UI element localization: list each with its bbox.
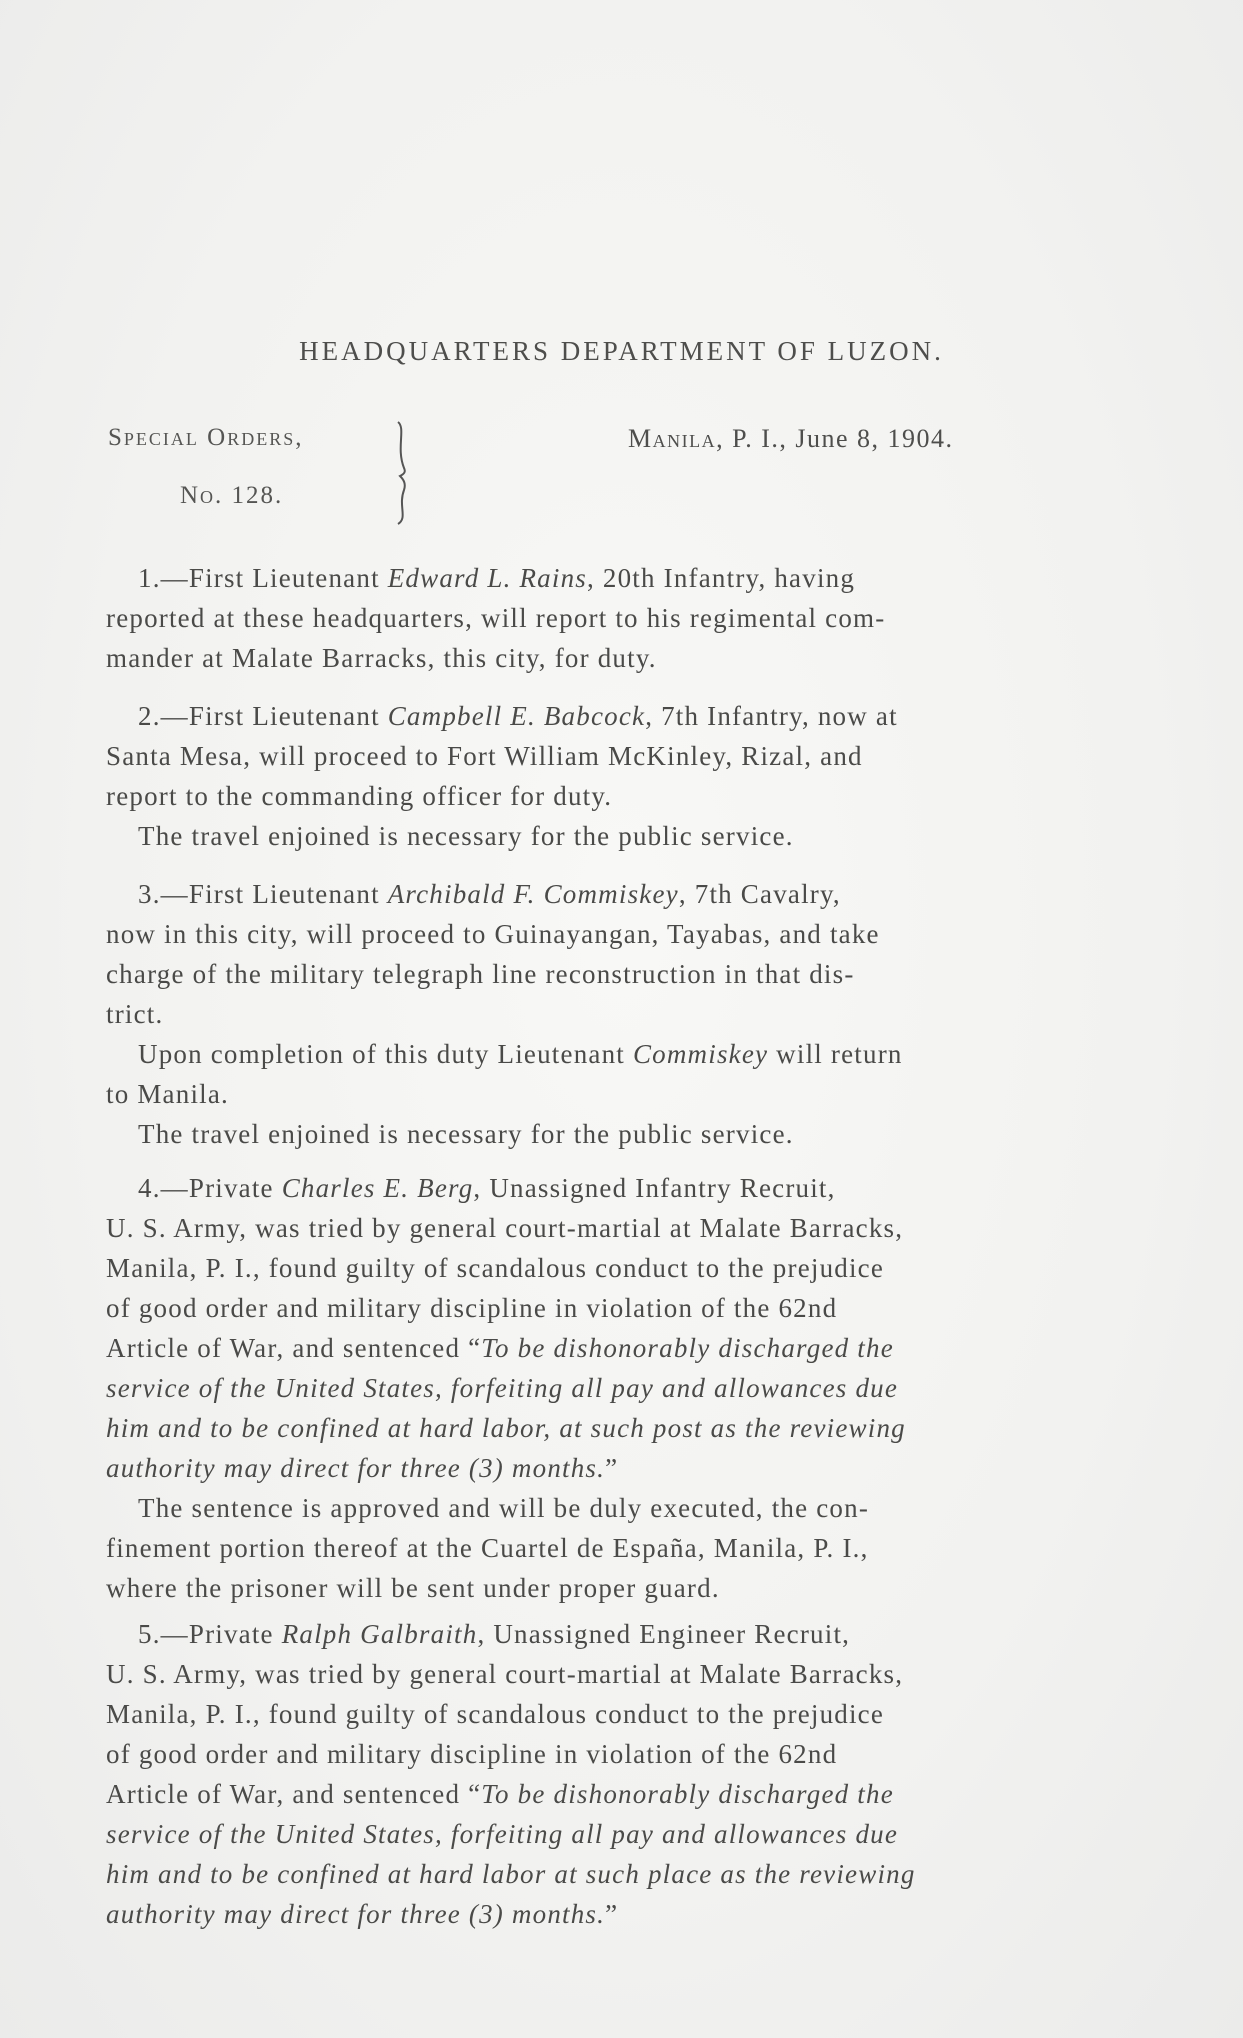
paragraph-line: Article of War, and sentenced “To be dishonorably discharged the [106, 1333, 894, 1363]
order-paragraph-5 [106, 1614, 1126, 1934]
paragraph-line: now in this city, will proceed to Guinayangan, Tayabas, and take [106, 919, 880, 949]
italic-text: To be dishonorably discharged the [481, 1779, 894, 1809]
italic-text: Edward L. Rains [387, 563, 587, 593]
paragraph-line [106, 1814, 1126, 1854]
paragraph-line: trict. [106, 999, 164, 1029]
paragraph-line: authority may direct for three (3) months.” [106, 1899, 619, 1929]
order-paragraph-3 [106, 874, 1126, 1154]
paragraph-line: where the prisoner will be sent under proper guard. [106, 1573, 720, 1603]
italic-text: Ralph Galbraith [281, 1619, 478, 1649]
paragraph-line: report to the commanding officer for duty. [106, 781, 613, 811]
paragraph-line: mander at Malate Barracks, this city, for duty. [106, 643, 657, 673]
paragraph-line: finement portion thereof at the Cuartel de España, Manila, P. I., [106, 1533, 869, 1563]
paragraph-line: authority may direct for three (3) months.” [106, 1453, 619, 1483]
paragraph-line: 3.—First Lieutenant Archibald F. Commiskey, 7th Cavalry, [138, 879, 841, 909]
orders-number: No. 128. [180, 482, 284, 509]
paragraph-line: Upon completion of this duty Lieutenant Commiskey will return [138, 1039, 903, 1069]
italic-text: authority may direct for three (3) months. [106, 1899, 606, 1929]
paragraph-line: Santa Mesa, will proceed to Fort William McKinley, Rizal, and [106, 741, 863, 771]
italic-text: service of the United States, forfeiting all pay and allowances due [106, 1373, 899, 1403]
special-orders-label: Special Orders, [108, 424, 304, 451]
paragraph-line: The travel enjoined is necessary for the public service. [138, 821, 794, 851]
order-paragraph-4 [106, 1168, 1126, 1608]
italic-text: Archibald F. Commiskey [387, 879, 679, 909]
italic-text: Charles E. Berg [281, 1173, 474, 1203]
paragraph-line: 1.—First Lieutenant Edward L. Rains, 20th Infantry, having [138, 563, 856, 593]
paragraph-line: of good order and military discipline in violation of the 62nd [106, 1293, 838, 1323]
paragraph-line: Article of War, and sentenced “To be dishonorably discharged the [106, 1779, 894, 1809]
place-name: Manila [628, 424, 717, 453]
italic-text: him and to be confined at hard labor, at such post as the reviewing [106, 1413, 906, 1443]
paragraph-line: 4.—Private Charles E. Berg, Unassigned Infantry Recruit, [138, 1173, 836, 1203]
italic-text: him and to be confined at hard labor at such place as the reviewing [106, 1859, 916, 1889]
italic-text: Campbell E. Babcock [387, 701, 646, 731]
paragraph-line: U. S. Army, was tried by general court-martial at Malate Barracks, [106, 1659, 904, 1689]
order-paragraph-2 [106, 696, 1126, 856]
paragraph-line: of good order and military discipline in violation of the 62nd [106, 1739, 838, 1769]
paragraph-line: 5.—Private Ralph Galbraith, Unassigned Engineer Recruit, [138, 1619, 851, 1649]
document-heading: HEADQUARTERS DEPARTMENT OF LUZON. [299, 336, 944, 366]
italic-text: Commiskey [632, 1039, 769, 1069]
paragraph-line: The travel enjoined is necessary for the public service. [138, 1119, 794, 1149]
italic-text: service of the United States, forfeiting all pay and allowances due [106, 1819, 899, 1849]
italic-text: To be dishonorably discharged the [481, 1333, 894, 1363]
date-text: , P. I., June 8, 1904. [716, 424, 954, 453]
paragraph-line: 2.—First Lieutenant Campbell E. Babcock, 7th Infantry, now at [138, 701, 898, 731]
paragraph-line [106, 1368, 1126, 1408]
paragraph-line: Manila, P. I., found guilty of scandalous conduct to the prejudice [106, 1253, 885, 1283]
brace-icon [392, 418, 412, 528]
paragraph-line [106, 1854, 1126, 1894]
paragraph-line: Manila, P. I., found guilty of scandalous conduct to the prejudice [106, 1699, 885, 1729]
paragraph-line: to Manila. [106, 1079, 229, 1109]
paragraph-line: charge of the military telegraph line reconstruction in that dis- [106, 959, 855, 989]
paragraph-line [106, 1408, 1126, 1448]
paragraph-line: The sentence is approved and will be duly executed, the con- [138, 1493, 870, 1523]
place-date [628, 424, 954, 454]
italic-text: authority may direct for three (3) months. [106, 1453, 606, 1483]
paragraph-line: reported at these headquarters, will report to his regimental com- [106, 603, 886, 633]
order-paragraph-1 [106, 558, 1126, 678]
paragraph-line: U. S. Army, was tried by general court-martial at Malate Barracks, [106, 1213, 904, 1243]
